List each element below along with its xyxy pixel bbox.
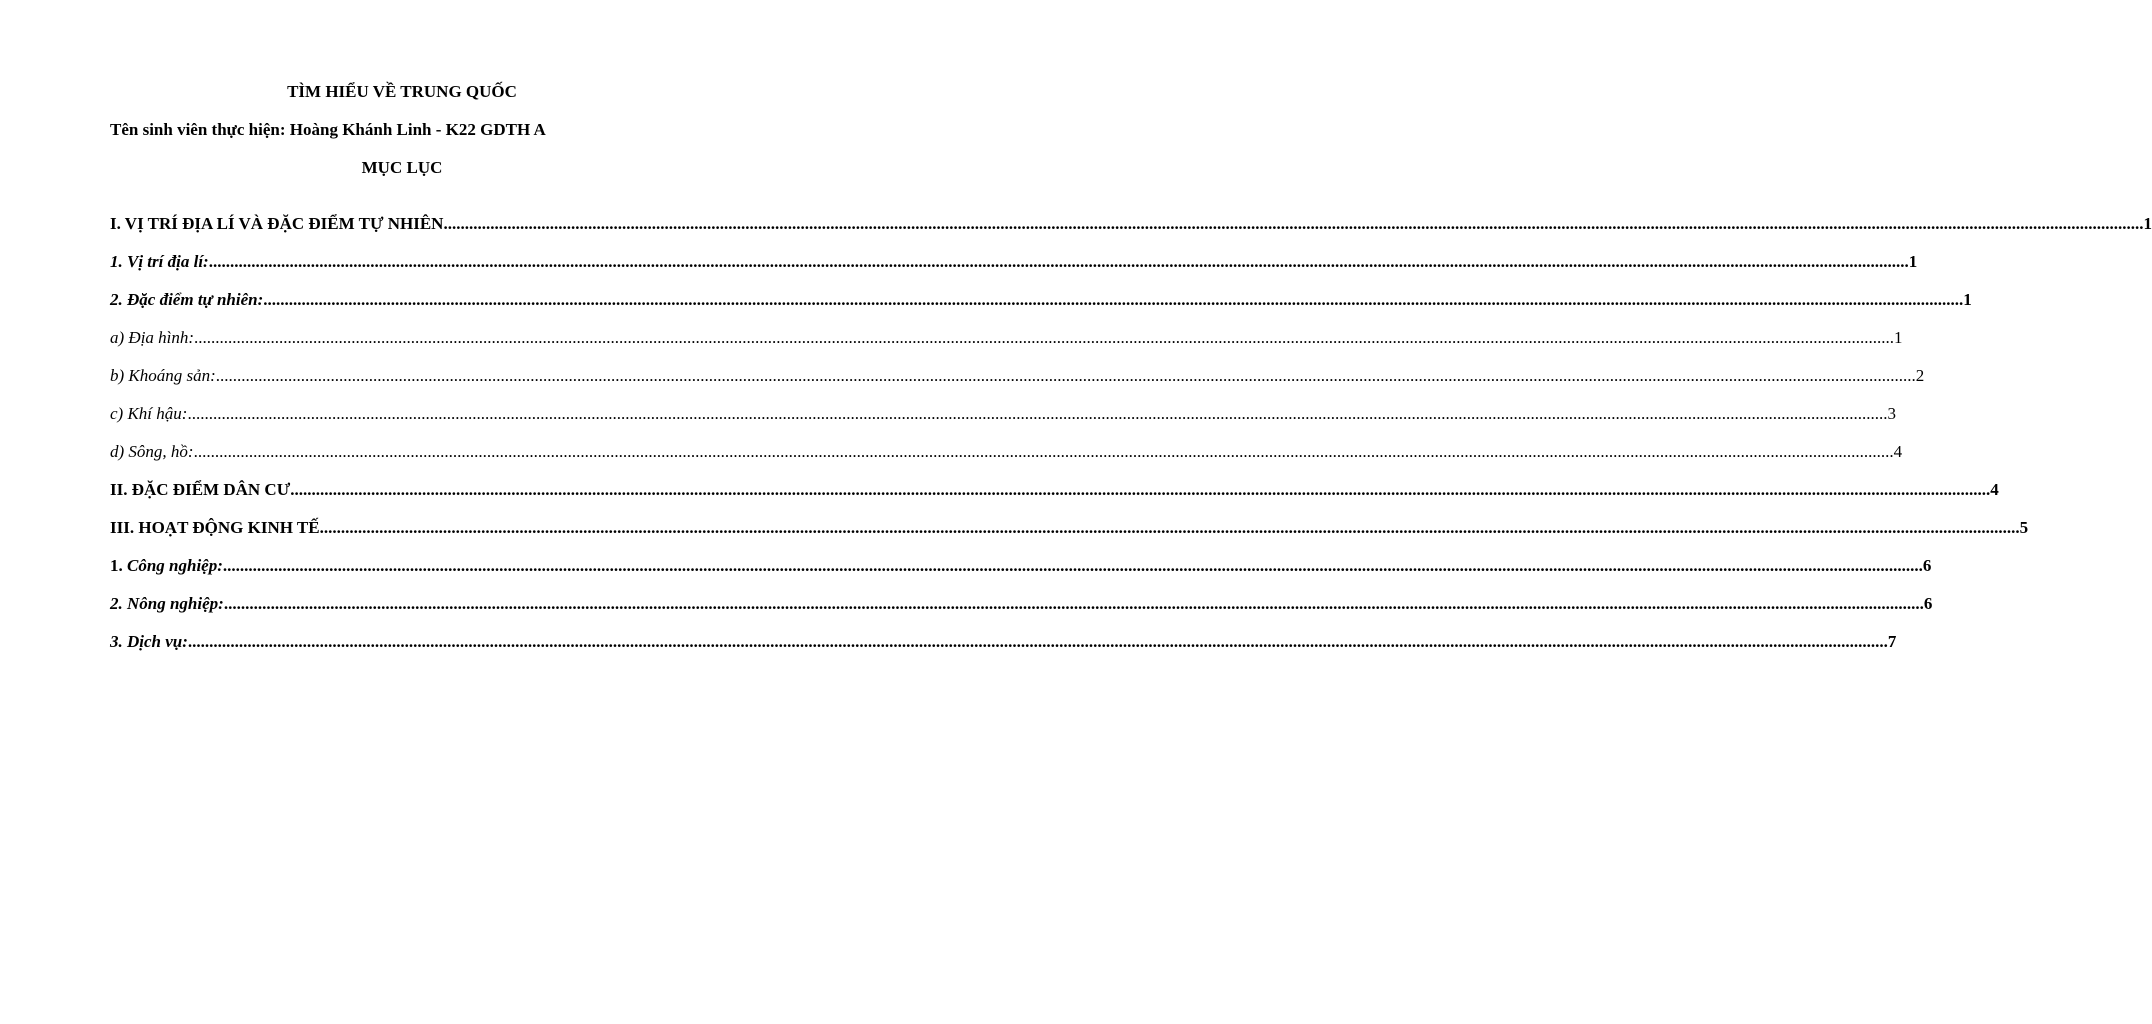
toc-entry[interactable] — [110, 517, 2029, 555]
toc-page-number: 6 — [1922, 556, 1932, 575]
toc-entry[interactable] — [110, 631, 1897, 669]
toc-entry-label — [110, 517, 320, 539]
toc-entry[interactable] — [110, 441, 1903, 479]
toc-entry-text: 3. Dịch vụ: — [110, 632, 188, 651]
toc-page-number: 4 — [1990, 480, 1999, 499]
author-line: Tên sinh viên thực hiện: Hoàng Khánh Linh - K22 GDTH A — [110, 120, 546, 139]
toc-dot-leader: ................................................................................................................................................................................................................................................................................................................................................................................................................ — [263, 290, 1964, 309]
toc-entry-label — [110, 251, 209, 273]
toc-dot-leader: ................................................................................................................................................................................................................................................................................................................................................................................................................ — [208, 252, 1909, 271]
toc-page-number: 2 — [1915, 366, 1925, 385]
toc-dot-leader: ................................................................................................................................................................................................................................................................................................................................................................................................................ — [223, 594, 1924, 613]
toc-entry[interactable] — [110, 289, 1972, 327]
toc-dot-leader: ................................................................................................................................................................................................................................................................................................................................................................................................................ — [194, 328, 1895, 347]
table-of-contents — [110, 213, 2152, 669]
toc-dot-leader: ................................................................................................................................................................................................................................................................................................................................................................................................................ — [193, 442, 1894, 461]
toc-entry[interactable] — [110, 365, 1925, 403]
toc-entry-text: 1. Vị trí địa lí: — [110, 252, 209, 271]
toc-entry-label — [110, 555, 223, 577]
toc-page-number: 1 — [2143, 214, 2152, 233]
toc-page-number: 3 — [1887, 404, 1896, 423]
toc-entry-text: II. ĐẶC ĐIỂM DÂN CƯ — [110, 480, 291, 499]
toc-entry-text: 2. Nông nghiệp: — [110, 594, 224, 613]
toc-entry-text: b) Khoáng sản: — [110, 366, 216, 385]
toc-entry[interactable] — [110, 327, 1903, 365]
toc-dot-leader: ................................................................................................................................................................................................................................................................................................................................................................................................................ — [222, 556, 1923, 575]
toc-page-number: 1 — [1894, 328, 1903, 347]
toc-entry[interactable] — [110, 403, 1896, 441]
toc-entry[interactable] — [110, 479, 1999, 517]
toc-page-number: 5 — [2019, 518, 2029, 537]
toc-entry-text: I. VỊ TRÍ ĐỊA LÍ VÀ ĐẶC ĐIỂM TỰ NHIÊN — [110, 214, 444, 233]
toc-entry-label — [110, 441, 194, 463]
toc-dot-leader: ................................................................................................................................................................................................................................................................................................................................................................................................................ — [187, 404, 1888, 423]
toc-entry-label — [110, 403, 187, 425]
toc-heading: MỤC LỤC — [361, 158, 443, 177]
toc-entry-label — [110, 593, 224, 615]
toc-page-number: 1 — [1908, 252, 1918, 271]
toc-entry-text: Công nghiệp: — [127, 556, 223, 575]
toc-entry-prefix: 1. — [110, 556, 127, 575]
toc-page-number: 1 — [1963, 290, 1972, 309]
toc-page-number: 7 — [1887, 632, 1897, 651]
toc-entry-text: a) Địa hình: — [110, 328, 195, 347]
toc-entry-label — [110, 631, 188, 653]
toc-dot-leader: ................................................................................................................................................................................................................................................................................................................................................................................................................ — [319, 518, 2020, 537]
toc-entry-label — [110, 289, 263, 311]
toc-entry-text: c) Khí hậu: — [110, 404, 188, 423]
toc-entry-text: d) Sông, hồ: — [110, 442, 194, 461]
toc-entry-label — [110, 365, 216, 387]
toc-entry[interactable] — [110, 251, 1918, 289]
toc-dot-leader: ................................................................................................................................................................................................................................................................................................................................................................................................................ — [290, 480, 1991, 499]
toc-entry-text: III. HOẠT ĐỘNG KINH TẾ — [110, 518, 320, 537]
toc-entry[interactable] — [110, 213, 2152, 251]
toc-dot-leader: ................................................................................................................................................................................................................................................................................................................................................................................................................ — [187, 632, 1888, 651]
toc-page-number: 4 — [1893, 442, 1903, 461]
document-title: TÌM HIỂU VỀ TRUNG QUỐC — [287, 82, 517, 101]
toc-entry-label — [110, 213, 443, 235]
toc-dot-leader: ................................................................................................................................................................................................................................................................................................................................................................................................................ — [443, 214, 2144, 233]
toc-entry[interactable] — [110, 555, 1932, 593]
toc-entry-label — [110, 327, 194, 349]
toc-dot-leader: ................................................................................................................................................................................................................................................................................................................................................................................................................ — [215, 366, 1916, 385]
toc-entry-label — [110, 479, 290, 501]
toc-entry[interactable] — [110, 593, 1933, 631]
toc-entry-text: 2. Đặc điểm tự nhiên: — [110, 290, 264, 309]
toc-page-number: 6 — [1923, 594, 1933, 613]
